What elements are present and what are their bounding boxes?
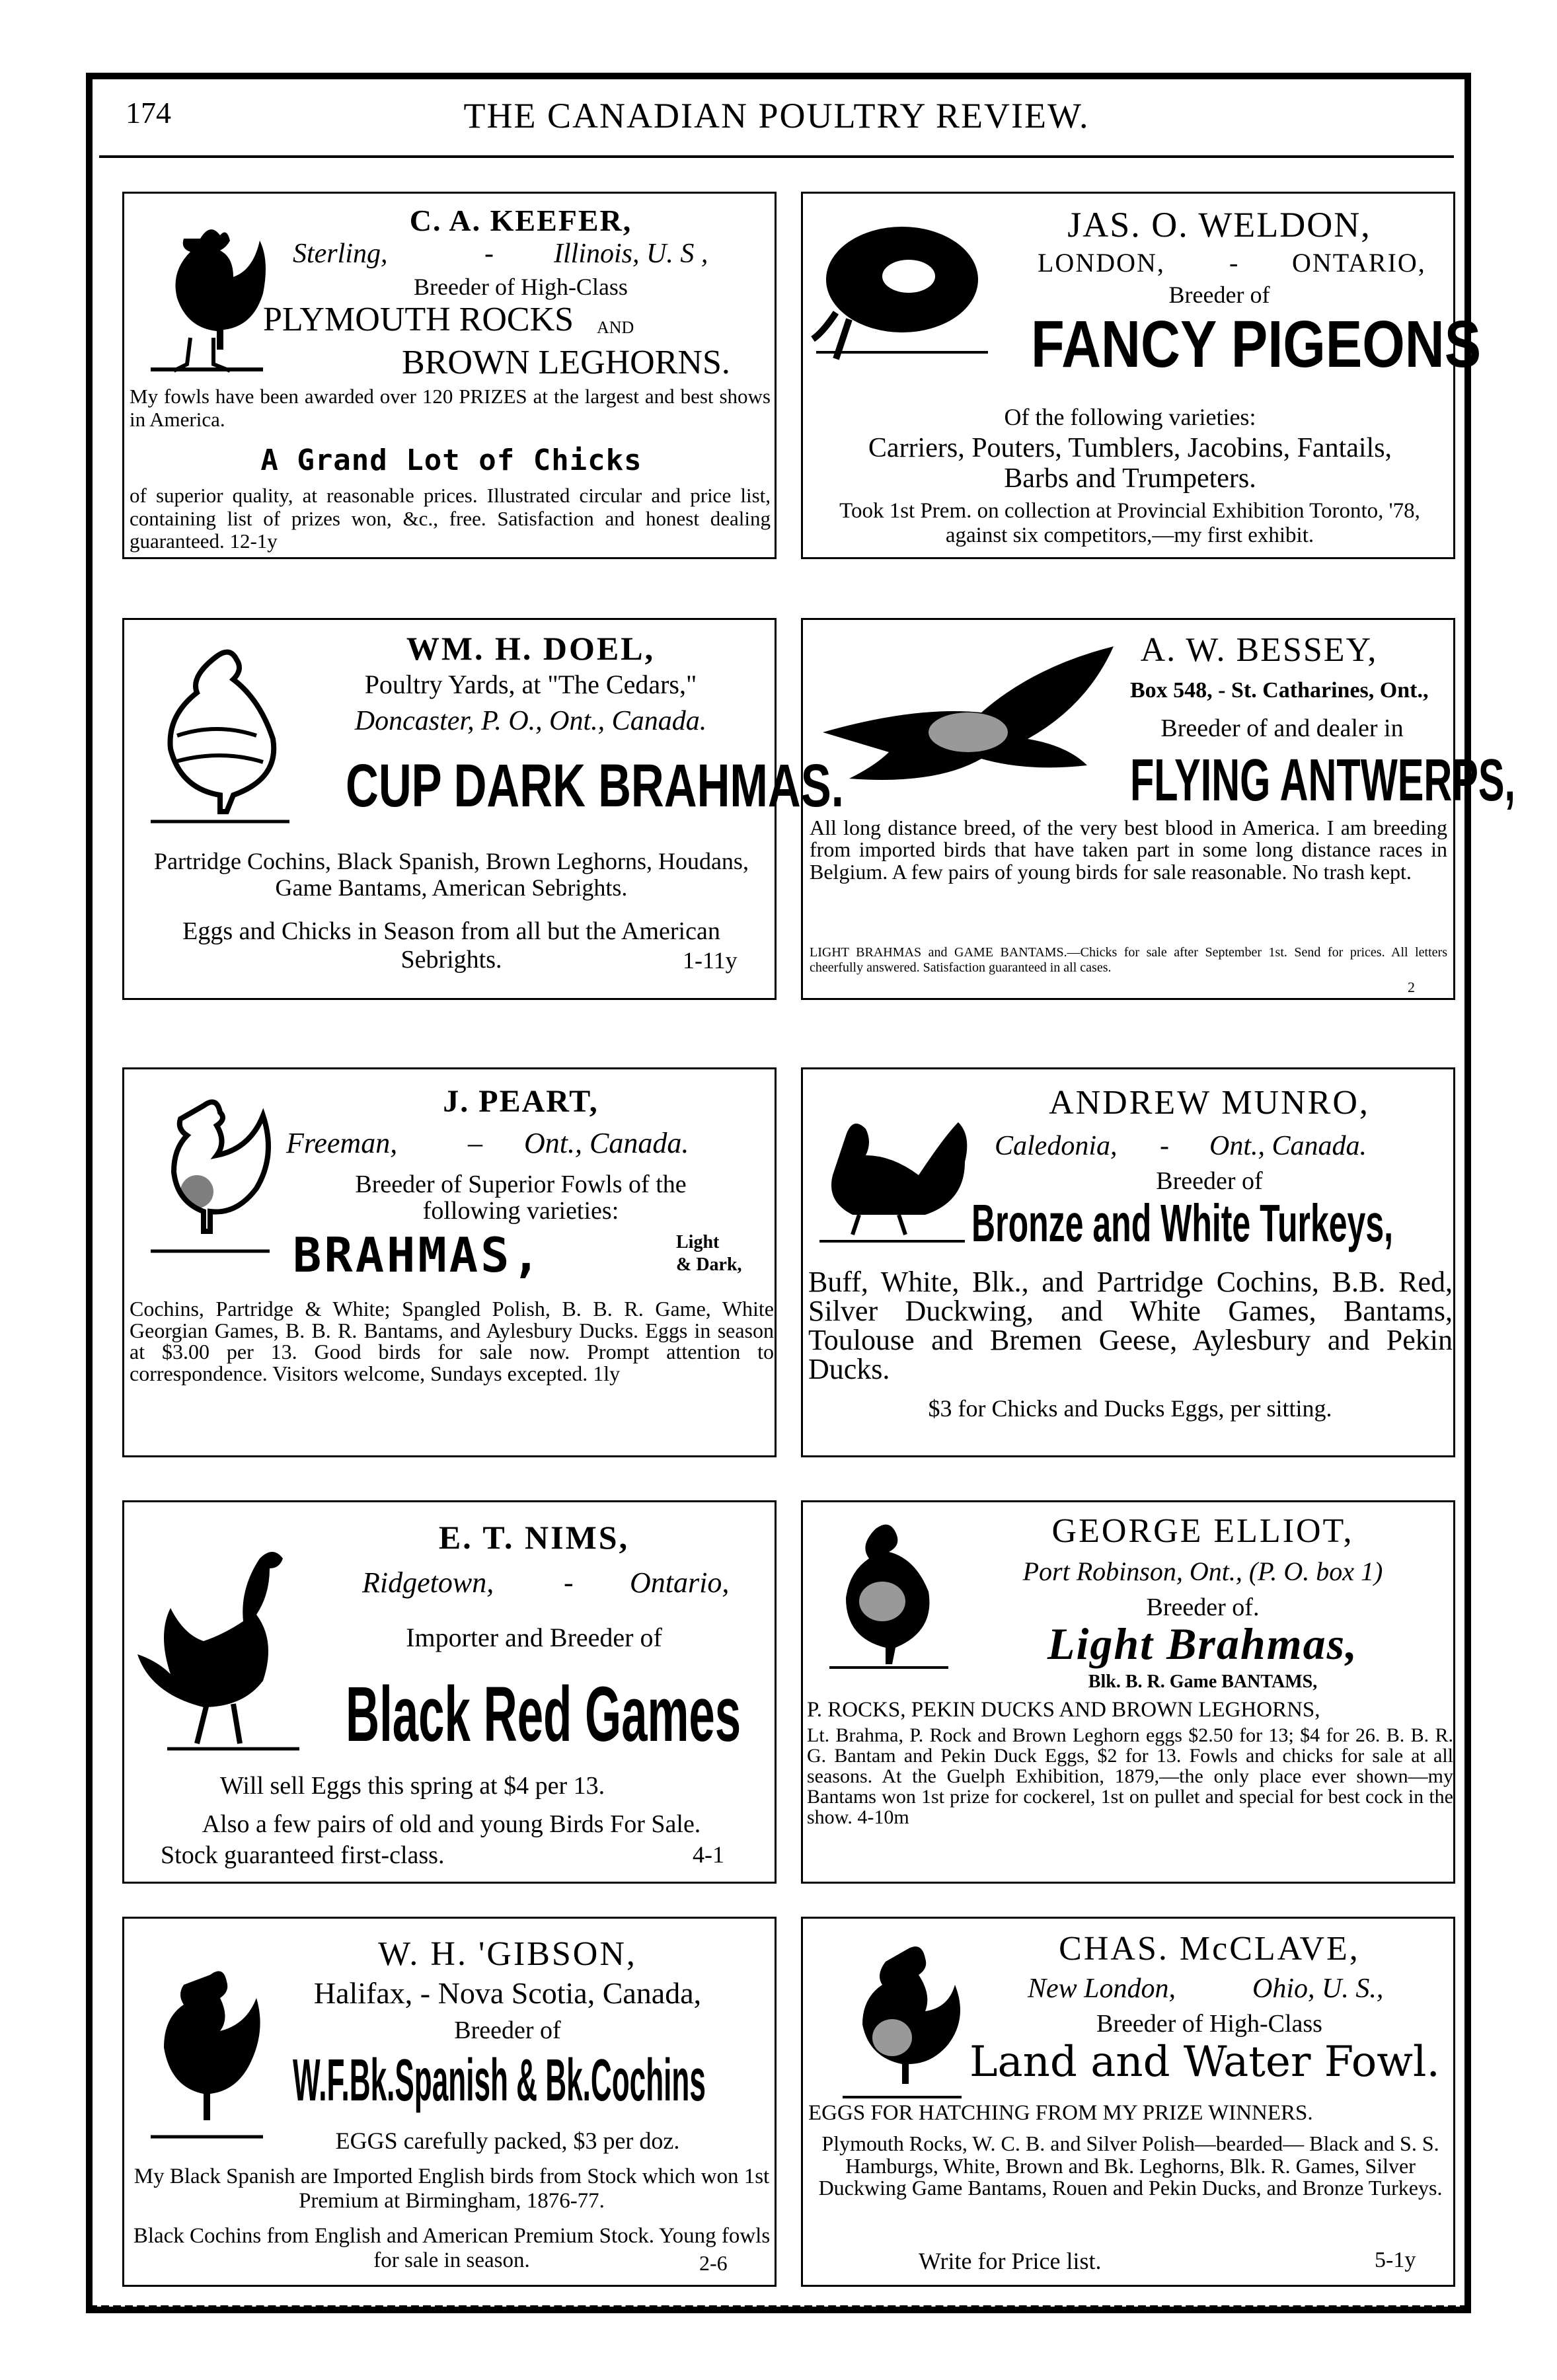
ad-town: New London, — [1028, 1974, 1176, 2004]
ad-name: C. A. KEEFER, — [409, 204, 632, 237]
ad-code: 2-6 — [699, 2251, 728, 2275]
ad-line: Will sell Eggs this spring at $4 per 13. — [220, 1772, 605, 1800]
ad-line: Box 548, - St. Catharines, Ont., — [1130, 678, 1429, 703]
ad-line: P. ROCKS, PEKIN DUCKS AND BROWN LEGHORNS, — [807, 1698, 1320, 1722]
ad-name: JAS. O. WELDON, — [1067, 205, 1371, 245]
ad-headline: Land and Water Fowl. — [969, 2038, 1440, 2087]
ad-line: following varieties: — [422, 1197, 619, 1225]
ad-paragraph: My Black Spanish are Imported English birds from Stock which won 1st Premium at Birmingham, 1876-77. — [133, 2165, 770, 2213]
ad-breed: PLYMOUTH ROCKS — [263, 301, 574, 338]
ad-name: CHAS. McCLAVE, — [1059, 1930, 1360, 1968]
ad-line: Importer and Breeder of — [406, 1623, 662, 1652]
ad-line: Stock guaranteed first-class. — [161, 1841, 445, 1869]
ad-code: 4-1 — [693, 1841, 724, 1868]
ad-paragraph: Black Cochins from English and American Premium Stock. Young fowls for sale in season. — [133, 2224, 771, 2272]
ad-bessey — [801, 618, 1516, 1000]
ad-town: LONDON, — [1038, 248, 1165, 278]
ad-name: ANDREW MUNRO, — [1049, 1084, 1370, 1122]
ad-line: Barbs and Trumpeters. — [1004, 463, 1256, 494]
ad-paragraph: Took 1st Prem. on collection at Provincial Exhibition Toronto, '78, against six competitors,—my first exhibit. — [839, 499, 1420, 547]
ad-headline: W.F.Bk.Spanish & Bk.Cochins — [293, 2048, 706, 2114]
ad-code: 1-11y — [683, 947, 738, 974]
ad-line: Breeder of High-Class — [414, 274, 628, 300]
ad-name: A. W. BESSEY, — [1140, 631, 1378, 669]
rooster-icon — [144, 1093, 276, 1258]
running-head: THE CANADIAN POULTRY REVIEW. — [463, 96, 1090, 135]
ad-mcclave — [801, 1917, 1455, 2287]
ad-code: 2 — [1408, 979, 1415, 995]
ad-gibson — [122, 1917, 777, 2287]
ad-name: E. T. NIMS, — [438, 1519, 630, 1556]
page-number: 174 — [126, 96, 171, 130]
ad-line: Write for Price list. — [919, 2248, 1102, 2274]
pigeon-icon — [810, 213, 995, 365]
ad-line: EGGS carefully packed, $3 per doz. — [335, 2128, 680, 2154]
ad-paragraph: Eggs and Chicks in Season from all but the American Sebrights. — [182, 917, 720, 974]
ad-headline: CUP DARK BRAHMAS. — [346, 752, 844, 820]
ad-elliot — [801, 1500, 1455, 1884]
ad-dash: - — [484, 239, 494, 269]
ad-town: Freeman, — [286, 1127, 398, 1159]
game-cock-icon — [128, 1539, 306, 1757]
ad-doel — [122, 618, 844, 1000]
ad-line: Breeder of Superior Fowls of the — [355, 1171, 687, 1198]
ad-munro — [801, 1067, 1455, 1457]
ad-weldon — [801, 192, 1482, 559]
ad-province: Ontario, — [630, 1566, 730, 1599]
ad-paragraph: Plymouth Rocks, W. C. B. and Silver Polish—bearded— Black and S. S. Hamburgs, White, Brown and Bk. Leghorns, Blk. R. Games, Silver Duckwing Game Bantams, Rouen and Pekin Ducks, and Bronze Turkeys. — [818, 2131, 1443, 2200]
ad-town: Sterling, — [293, 239, 388, 269]
ad-line: Also a few pairs of old and young Birds For Sale. — [202, 1810, 701, 1838]
ad-keefer — [122, 192, 777, 559]
ad-paragraph: Lt. Brahma, P. Rock and Brown Leghorn eggs $2.50 for 13; $4 for 26. B. B. R. G. Bantam and Pekin Duck Eggs, $2 for 13. Fowls and chicks for sale at all seasons. At the Guelph Exhibition, 1879,—the only place ever shown—my Bantams won 1st prize for cockerel, 1st on pullet and special for best cock in the show. 4-10m — [807, 1724, 1453, 1828]
ad-line: Breeder of — [1168, 282, 1270, 308]
ad-name: GEORGE ELLIOT, — [1051, 1512, 1354, 1550]
ad-peart — [122, 1067, 777, 1457]
ad-paragraph: Partridge Cochins, Black Spanish, Brown Leghorns, Houdans, Game Bantams, American Sebrights. — [154, 848, 749, 902]
ad-headline: FANCY PIGEONS — [1031, 307, 1482, 381]
hen-icon — [137, 643, 296, 831]
ad-notice: LIGHT BRAHMAS and GAME BANTAMS.—Chicks for sale after September 1st. Send for prices. All letters cheerfully answered. Satisfaction guaranteed in all cases. — [810, 945, 1447, 975]
ad-paragraph: Cochins, Partridge & White; Spangled Polish, B. B. R. Game, White Georgian Games, B. B. R. Bantams, and Aylesbury Ducks. Eggs in season at $3.00 per 13. Good birds for sale now. Prompt attention to correspondence. Visitors welcome, Sundays excepted. 1ly — [130, 1297, 774, 1385]
ad-headline: Bronze and White Turkeys, — [971, 1194, 1394, 1252]
ad-dash: - — [564, 1566, 574, 1599]
ad-province: Ohio, U. S., — [1252, 1974, 1384, 2004]
header-rule — [99, 155, 1454, 158]
ad-name: W. H. 'GIBSON, — [378, 1935, 637, 1973]
ad-paragraph: of superior quality, at reasonable prices. Illustrated circular and price list, containing list of prizes won, &c., free. Satisfaction and honest dealing guaranteed. 12-1y — [130, 484, 771, 553]
ad-line: Breeder of — [454, 2016, 561, 2044]
ad-line: Poultry Yards, at "The Cedars," — [364, 670, 697, 699]
page-header — [99, 93, 1454, 152]
ad-variety-light: Light — [676, 1232, 720, 1252]
ad-name: J. PEART, — [443, 1084, 599, 1119]
ad-paragraph: Buff, White, Blk., and Partridge Cochins, B.B. Red, Silver Duckwing, and White Games, Bantams, Toulouse and Bremen Geese, Aylesbury and Pekin Ducks. — [808, 1266, 1453, 1385]
ad-province: Ont., Canada. — [524, 1127, 689, 1159]
ad-and: AND — [597, 318, 634, 337]
ad-province: ONTARIO, — [1292, 248, 1426, 278]
ad-line: Breeder of — [1156, 1167, 1263, 1195]
ad-code: 5-1y — [1375, 2248, 1416, 2272]
ad-province: Ont., Canada. — [1209, 1131, 1367, 1161]
ad-line: Halifax, - Nova Scotia, Canada, — [313, 1976, 702, 2010]
ad-headline: Light Brahmas, — [1047, 1619, 1359, 1669]
ad-headline: FLYING ANTWERPS, — [1130, 748, 1516, 814]
ad-heading: A Grand Lot of Chicks — [260, 443, 642, 477]
ad-paragraph: All long distance breed, of the very best blood in America. I am breeding from imported birds that have taken part in some long distance races in Belgium. A few pairs of young birds for sale reasonable. No trash kept. — [810, 816, 1447, 884]
ad-line: Breeder of and dealer in — [1160, 714, 1404, 742]
footer-rule — [89, 2305, 1468, 2309]
ad-headline: BRAHMAS, — [293, 1227, 543, 1283]
ad-line: Breeder of. — [1146, 1593, 1260, 1621]
ad-paragraph: My fowls have been awarded over 120 PRIZES at the largest and best shows in America. — [130, 385, 771, 431]
ad-variety-dark: & Dark, — [676, 1254, 742, 1275]
ad-nims — [122, 1500, 777, 1884]
ad-dash: - — [1160, 1131, 1169, 1161]
ad-name: WM. H. DOEL, — [406, 630, 656, 667]
ad-line: Carriers, Pouters, Tumblers, Jacobins, Fantails, — [868, 433, 1392, 463]
ad-line: Port Robinson, Ont., (P. O. box 1) — [1022, 1556, 1383, 1586]
ad-line: Doncaster, P. O., Ont., Canada. — [354, 706, 707, 736]
rooster-icon — [137, 219, 276, 384]
ad-line: EGGS FOR HATCHING FROM MY PRIZE WINNERS. — [808, 2101, 1313, 2125]
turkey-icon — [813, 1109, 971, 1248]
ad-state: Illinois, U. S , — [554, 239, 708, 269]
ad-town: Caledonia, — [995, 1131, 1118, 1161]
ad-headline: Black Red Games — [346, 1671, 741, 1758]
ad-line: Of the following varieties: — [1004, 404, 1256, 430]
brahma-hen-icon — [823, 1516, 955, 1674]
ad-line: $3 for Chicks and Ducks Eggs, per sitting. — [928, 1395, 1332, 1422]
ad-line: Breeder of High-Class — [1096, 2010, 1322, 2038]
ad-dash: - — [1229, 248, 1238, 278]
ad-dash: – — [468, 1127, 482, 1159]
ad-line: Blk. B. R. Game BANTAMS, — [1088, 1671, 1318, 1692]
ad-breed: BROWN LEGHORNS. — [402, 344, 730, 381]
rooster-icon — [836, 1939, 968, 2104]
ad-town: Ridgetown, — [362, 1566, 494, 1599]
